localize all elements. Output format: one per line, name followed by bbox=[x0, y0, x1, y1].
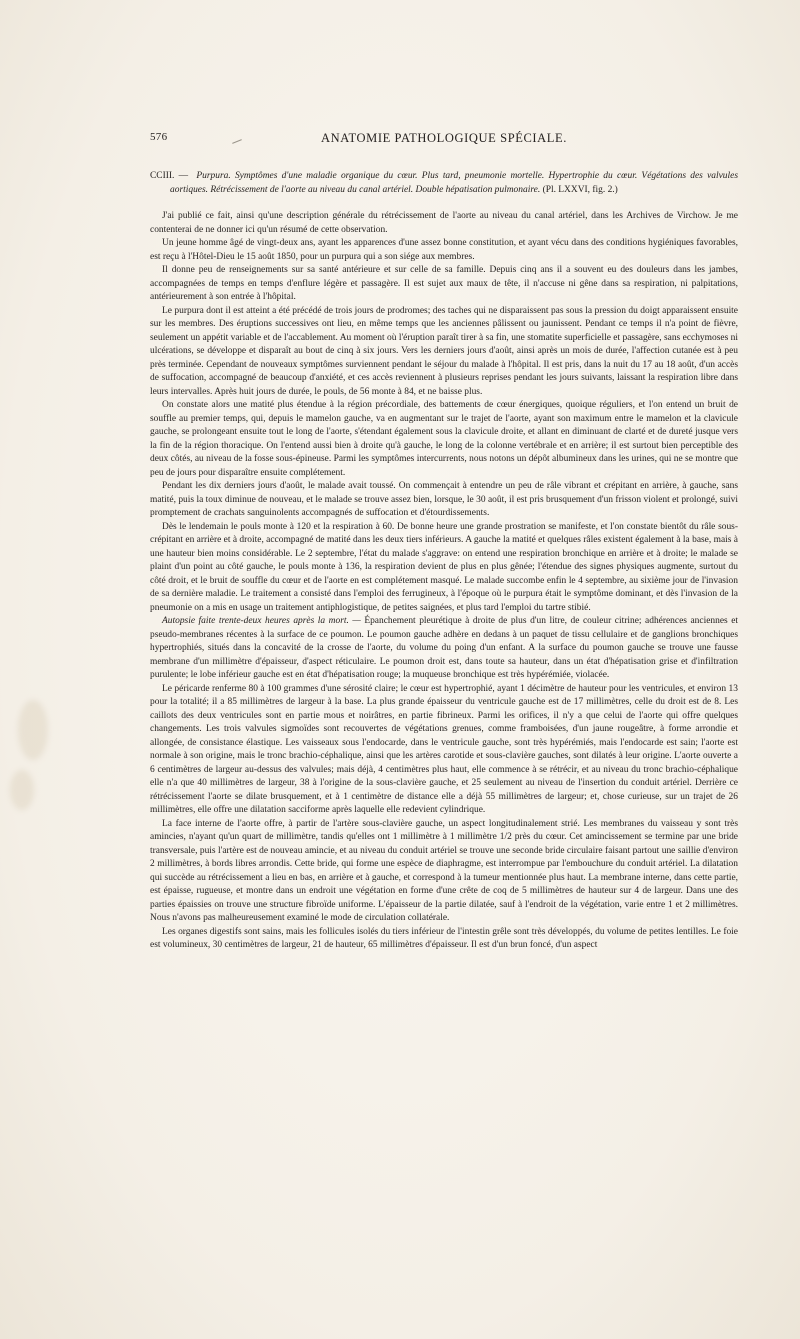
paragraph bbox=[150, 926, 738, 953]
observation-number: CCIII. — bbox=[150, 171, 189, 181]
paragraph bbox=[150, 237, 738, 264]
paragraph-text: Le purpura dont il est atteint a été précédé de trois jours de prodromes; des taches qui ne disparaissent pas sous la pression du doigt apparaissent ensuite sur les membres. Des éruptions successives ont lieu, en même temps que les anciennes pâlissent ou jaunissent. Pendant ce temps il n'a point de fièvre, seulement un appétit variable et de l'accablement. Au moment où l'éruption paraît tirer à sa fin, une stomatite superficielle et passagère, sans ecchymoses ni ulcérations, se développe et disparaît au bout de cinq à six jours. Vers les derniers jours d'août, ainsi après un mois de durée, l'affection cutanée est à peu près terminée. Cependant de nouveaux symptômes surviennent pendant le séjour du malade à l'hôpital. Il est pris, dans la nuit du 17 au 18 août, d'un accès de suffocation, accompagné de beaucoup d'anxiété, et ces accès reviennent à plusieurs reprises pendant les jours suivants, laissant la respiration libre dans leurs intervalles. Après huit jours de durée, le pouls, de 56 monte à 84, et ne baisse plus. bbox=[150, 305, 738, 397]
paper-stain bbox=[18, 700, 48, 760]
paragraph bbox=[150, 264, 738, 305]
paragraph-text: Dès le lendemain le pouls monte à 120 et la respiration à 60. De bonne heure une grande prostration se manifeste, et l'on constate bientôt du râle sous-crépitant en arrière et à droite, accompagné de matité dans les deux tiers inférieurs. A gauche la matité et quelques râles existent également à la base, mais à une hauteur bien moins considérable. Le 2 septembre, l'état du malade s'aggrave: on entend une respiration bronchique en arrière et à droite; le malade se plaint d'un point au côté gauche, le pouls monte à 136, la respiration devient de plus en plus gênée; l'étendue des signes physiques augmente, surtout du côté droit, et le bruit de souffle du cœur et de l'aorte en est complétement masqué. Le malade succombe enfin le 4 septembre, au sixième jour de l'invasion de sa dernière maladie. Le traitement a consisté dans l'emploi des ferrugineux, à l'époque où le purpura était le symptôme dominant, et dès l'invasion de la pneumonie on a mis en usage un traitement antiphlogistique, de petites saignées, et plus tard l'emploi du tartre stibié. bbox=[150, 521, 738, 613]
paragraph-text: J'ai publié ce fait, ainsi qu'une description générale du rétrécissement de l'aorte au niveau du canal artériel, dans les Archives de Virchow. Je me contenterai de ne donner ici qu'un résumé de cette observation. bbox=[150, 211, 738, 235]
paragraph bbox=[150, 818, 738, 926]
paragraph-text: Il donne peu de renseignements sur sa santé antérieure et sur celle de sa famille. Depuis cinq ans il a souvent eu des douleurs dans les jambes, accompagnées de temps en temps d'enflure légère et passagère. Il est sujet aux maux de tête, il n'accuse ni gêne dans sa respiration, ni palpitations, antérieurement à son entrée à l'hôpital. bbox=[150, 265, 738, 302]
paragraph bbox=[150, 521, 738, 616]
observation-title: Purpura. Symptômes d'une maladie organique du cœur. Plus tard, pneumonie mortelle. Hypertrophie du cœur. Végétations des valvules aortiques. Rétrécissement de l'aorte au niveau du canal artériel. Double hépatisation pulmonaire. bbox=[170, 171, 738, 195]
paragraph-text: Épanchement pleurétique à droite de plus d'un litre, de couleur citrine; adhérences anciennes et pseudo-membranes récentes à la surface de ce poumon. Le poumon gauche adhère en dedans à un paquet de tissu cellulaire et de ganglions bronchiques hypertrophiés, situés dans la concavité de la crosse de l'aorte, du volume du poing d'un enfant. A la surface du poumon gauche se trouve une fausse membrane d'un millimètre d'épaisseur, d'aspect réticulaire. Le poumon droit est, dans toute sa hauteur, dans un état d'hépatisation grise et d'infiltration purulente; le lobe inférieur gauche est en état d'hépatisation rouge; la muqueuse bronchique est très hypérémiée, violacée. bbox=[150, 616, 739, 680]
running-title: ANATOMIE PATHOLOGIQUE SPÉCIALE. bbox=[320, 131, 568, 145]
paragraph-text: On constate alors une matité plus étendue à la région précordiale, des battements de cœur énergiques, quoique réguliers, et l'on entend un bruit de souffle au premier temps, qui, depuis le mamelon gauche, va en augmentant sur le trajet de l'aorte, ayant son maximum entre le mamelon et la clavicule gauche, se prolongeant ensuite tout le long de l'aorte, s'étendant également sous la clavicule droite, et allant en diminuant de clarté et de dureté jusque vers la fin de la région thoracique. On l'entend aussi bien à droite qu'à gauche, le long de la colonne vertébrale et en arrière; il est surtout bien perceptible des deux côtés, au niveau de la fosse sous-épineuse. Parmi les symptômes intercurrents, nous notons un dépôt albumineux dans les urines, qui ne se montre que peu de jours pour disparaître ensuite complétement. bbox=[150, 400, 738, 478]
paragraph-text: Les organes digestifs sont sains, mais les follicules isolés du tiers inférieur de l'intestin grêle sont très développés, du volume de petites lentilles. Le foie est volumineux, 30 centimètres de largeur, 21 de hauteur, 65 millimètres d'épaisseur. Il est d'un brun foncé, d'un aspect bbox=[150, 926, 738, 950]
paragraph-text: Pendant les dix derniers jours d'août, le malade avait toussé. On commençait à entendre un peu de râle vibrant et crépitant en arrière, à gauche, sans matité, puis la toux diminue de nouveau, et le malade se trouve assez bien, lorsque, le 30 août, il est pris brusquement d'un frisson violent et prolongé, suivi promptement de crachats sanguinolents accompagnés de suffocation et d'étourdissements. bbox=[150, 481, 738, 518]
observation-heading bbox=[150, 170, 738, 197]
paragraph-text: Un jeune homme âgé de vingt-deux ans, ayant les apparences d'une assez bonne constitution, et ayant vécu dans des conditions hygiéniques favorables, est reçu à l'Hôtel-Dieu le 15 août 1850, pour un purpura qui a son siége aux membres. bbox=[150, 238, 738, 262]
paragraph bbox=[150, 305, 738, 400]
paragraph bbox=[150, 615, 738, 683]
body-text bbox=[150, 170, 738, 953]
paragraph bbox=[150, 683, 738, 818]
plate-reference: (Pl. LXXVI, fig. 2.) bbox=[542, 184, 618, 195]
page-number: 576 bbox=[150, 131, 168, 143]
section-lead: Autopsie faite trente-deux heures après la mort. — bbox=[162, 616, 361, 626]
paragraph bbox=[150, 399, 738, 480]
paper-stain bbox=[10, 770, 34, 810]
paragraph-text: La face interne de l'aorte offre, à partir de l'artère sous-clavière gauche, un aspect longitudinalement strié. Les membranes du vaisseau y sont très amincies, n'ayant qu'un quart de millimètre, tandis qu'elles ont 1 millimètre à 1 millimètre 1/2 près du cœur. Cet amincissement se termine par une bride transversale, puis l'artère est de nouveau amincie, et au niveau du conduit artériel se trouve une seconde bride circulaire faisant partout une saillie d'environ 2 millimètres, à bords libres arrondis. Cette bride, qui forme une espèce de diaphragme, est interrompue par l'embouchure du conduit artériel. La dilatation qui succède au rétrécissement a lieu en bas, en arrière et à gauche, et correspond à la tumeur mentionnée plus haut. La membrane interne, dans cette partie, est épaisse, rugueuse, et montre dans un endroit une végétation en forme d'une crête de coq de 5 millimètres de hauteur sur 4 de largeur. Dans une des parties épaissies on trouve une structure fibroïde uniforme. L'épaisseur de la partie dilatée, sauf à l'endroit de la végétation, varie entre 1 et 2 millimètres. Nous n'avons pas malheureusement examiné le mode de circulation collatérale. bbox=[150, 818, 738, 923]
paragraph bbox=[150, 480, 738, 521]
paragraph bbox=[150, 210, 738, 237]
paragraph-list bbox=[150, 210, 738, 953]
paragraph-text: Le péricarde renferme 80 à 100 grammes d'une sérosité claire; le cœur est hypertrophié, ayant 1 décimètre de hauteur pour les ventricules, et environ 13 pour la totalité; il a 85 millimètres de largeur à la base. La plus grande épaisseur du ventricule gauche est de 17 millimètres, celle du droit est de 8. Les caillots des deux ventricules sont en partie mous et noirâtres, en partie fibrineux. Parmi les orifices, il n'y a que celui de l'aorte qui offre quelques changements. Les trois valvules sigmoïdes sont recouvertes de végétations grenues, comme framboisées, d'un jaune rougeâtre, à forme arrondie et allongée, de consistance élastique. Les vaisseaux sous l'endocarde, dans le ventricule gauche, sont très hypérémiés, mais l'endocarde est sain; l'aorte est normale à son origine, mais le tronc brachio-céphalique, ainsi que les artères carotide et sous-clavière gauches, sont dilatés à leur origine. L'aorte ouverte a 6 centimètres de largeur au-dessus des valvules; mais déjà, 4 centimètres plus haut, elle commence à se rétrécir, et au niveau du tronc brachio-céphalique elle n'a que 40 millimètres de largeur, 38 à l'origine de la sous-clavière gauche, et 25 seulement au niveau de l'insertion du conduit artériel. Derrière ce rétrécissement l'aorte se dilate brusquement, et à 1 centimètre de distance elle a déjà 55 millimètres de largeur; et, chose curieuse, sur un trajet de 26 millimètres, elle offre une dilatation sacciforme après laquelle elle redevient cylindrique. bbox=[150, 683, 738, 815]
